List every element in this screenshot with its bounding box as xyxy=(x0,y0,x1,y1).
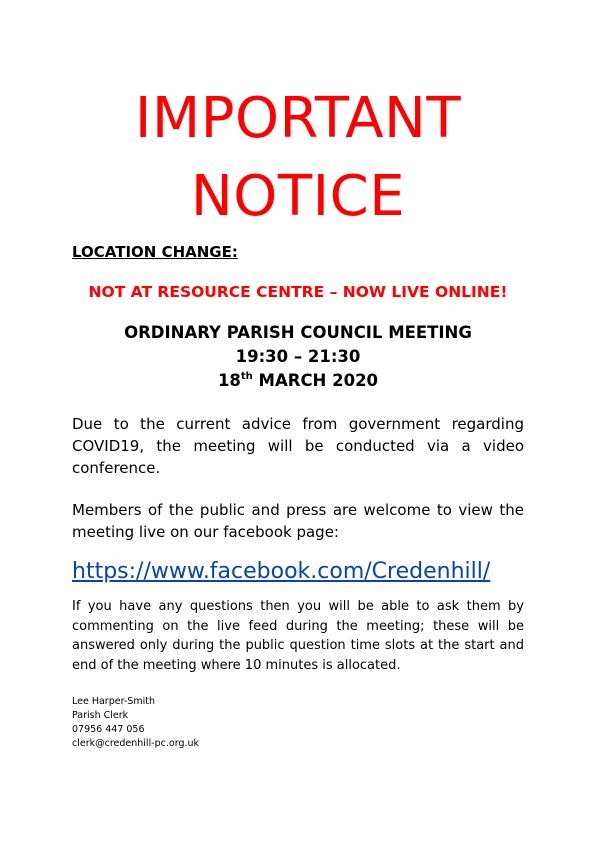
covid-paragraph: Due to the current advice from government regarding COVID19, the meeting will be conducted via a video conference. xyxy=(72,415,524,477)
contact-block xyxy=(72,695,524,751)
headline xyxy=(72,80,524,236)
contact-email: clerk@credenhill-pc.org.uk xyxy=(72,738,200,749)
meeting-title: ORDINARY PARISH COUNCIL MEETING xyxy=(124,323,472,342)
facebook-link[interactable]: https://www.facebook.com/Credenhill/ xyxy=(72,559,491,584)
contact-role: Parish Clerk xyxy=(72,710,129,721)
headline-line-important: IMPORTANT xyxy=(134,86,462,151)
not-at-resource-centre-banner: NOT AT RESOURCE CENTRE – NOW LIVE ONLINE! xyxy=(88,283,508,301)
meeting-date-suffix: th xyxy=(240,370,253,382)
location-change-heading: LOCATION CHANGE: xyxy=(72,243,238,261)
meeting-details xyxy=(72,321,524,393)
contact-name: Lee Harper-Smith xyxy=(72,696,155,707)
meeting-date-day: 18 xyxy=(217,371,241,390)
meeting-time: 19:30 – 21:30 xyxy=(235,347,361,366)
meeting-date xyxy=(72,369,524,393)
contact-phone: 07956 447 056 xyxy=(72,724,145,735)
meeting-date-rest: MARCH 2020 xyxy=(252,371,379,390)
notice-page xyxy=(72,80,524,751)
questions-paragraph: If you have any questions then you will be able to ask them by commenting on the live feed during the meeting; these will be answered only during the public question time slots at the start and end of the meeting where 10 minutes is allocated. xyxy=(72,599,524,673)
public-paragraph: Members of the public and press are welcome to view the meeting live on our facebook page: xyxy=(72,501,524,541)
headline-line-notice: NOTICE xyxy=(190,164,406,229)
